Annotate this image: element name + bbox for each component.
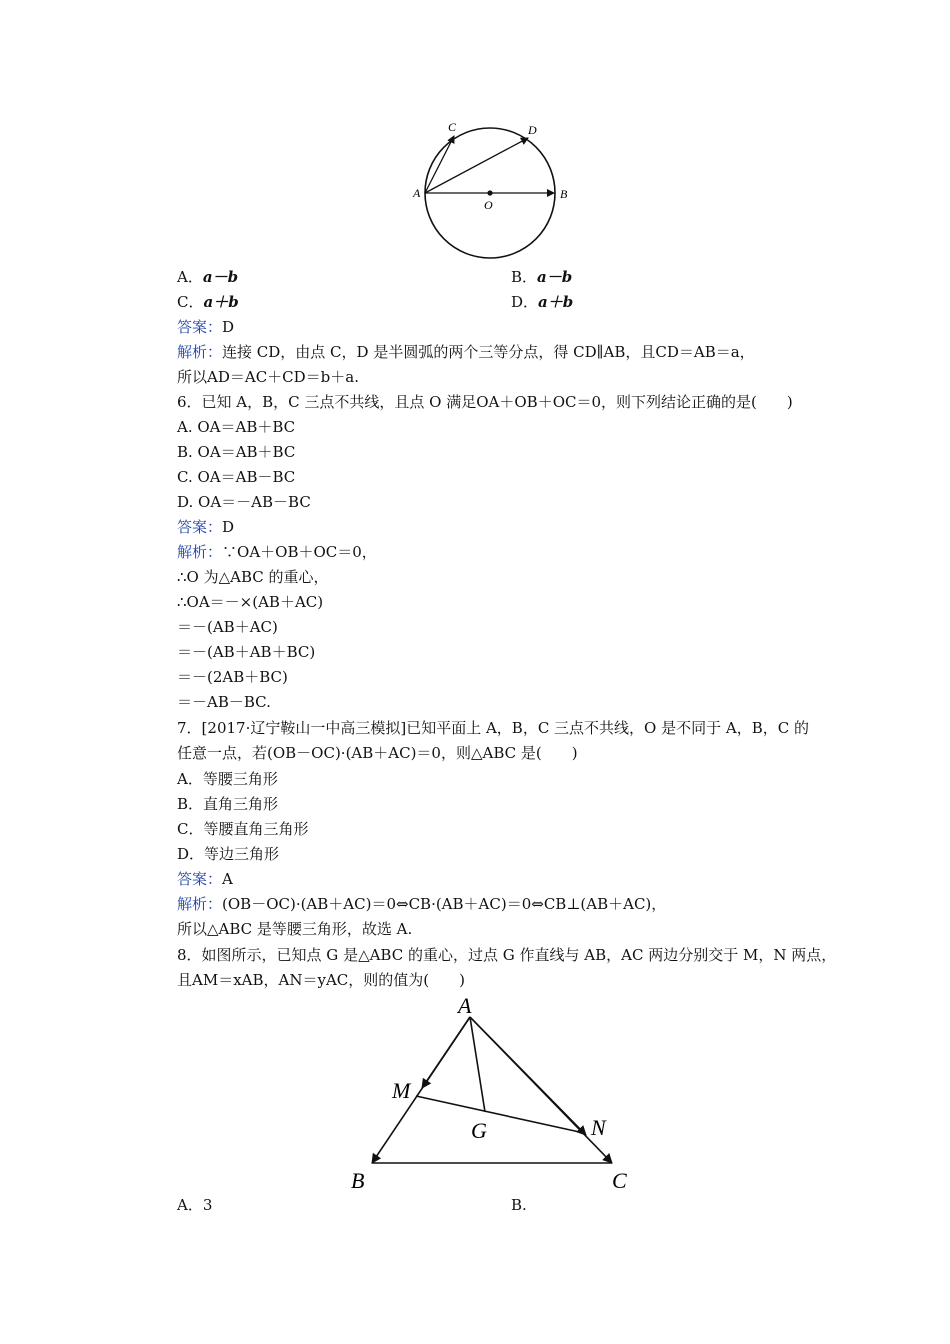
analysis-text: ∵OA＋OB＋OC＝0， (222, 543, 377, 561)
vector-am (422, 1017, 470, 1088)
q7-analysis-line2: 所以△ABC 是等腰三角形，故选 A. (177, 920, 413, 938)
circle-figure (408, 118, 583, 266)
q8-option-b: B. (511, 1196, 527, 1214)
q7-option-b: B．直角三角形 (177, 795, 279, 813)
label-g: G (471, 1118, 487, 1143)
vector-ad (425, 138, 528, 193)
q6-answer (177, 517, 234, 537)
vector-ac (425, 136, 454, 193)
q6-analysis-first (177, 542, 377, 562)
q6-analysis-line: ∴OA＝－×(AB＋AC) (177, 593, 324, 611)
q6-option-b: B. OA＝AB＋BC (177, 443, 296, 461)
q6-analysis-line: ＝－(AB＋AC) (177, 618, 278, 636)
analysis-label: 解析： (177, 543, 223, 561)
analysis-label: 解析： (177, 343, 223, 361)
q8-option-a: A．3 (177, 1196, 213, 1214)
q7-option-a: A．等腰三角形 (177, 770, 278, 788)
q5-option-d (511, 292, 573, 312)
analysis-text: 连接 CD，由点 C，D 是半圆弧的两个三等分点，得 CD∥AB，且CD＝AB＝a， (222, 343, 755, 361)
answer-label: 答案： (177, 870, 223, 888)
label-d: D (528, 123, 537, 137)
option-text: a－b (537, 268, 573, 286)
option-text: a＋b (203, 293, 239, 311)
q6-analysis-line: ＝－(2AB＋BC) (177, 668, 288, 686)
q7-stem-line1: 7．[2017·辽宁鞍山一中高三模拟]已知平面上 A，B，C 三点不共线，O 是不同于 A，B，C 的 (177, 719, 809, 737)
q6-analysis-line: ＝－(AB＋AB＋BC) (177, 643, 316, 661)
label-b: B (560, 187, 568, 201)
option-letter: A． (177, 268, 203, 286)
q5-analysis-line1 (177, 342, 755, 362)
label-c: C (448, 120, 457, 134)
q5-option-a (177, 267, 238, 287)
q6-option-c: C. OA＝AB－BC (177, 468, 296, 486)
q7-stem-line2: 任意一点，若(OB－OC)·(AB＋AC)＝0，则△ABC 是( ) (177, 744, 578, 762)
answer-value: A (222, 870, 233, 888)
label-c: C (612, 1168, 627, 1193)
answer-label: 答案： (177, 518, 223, 536)
q7-option-d: D．等边三角形 (177, 845, 280, 863)
q7-answer (177, 869, 233, 889)
q6-analysis-line: ∴O 为△ABC 的重心， (177, 568, 329, 586)
label-m: M (392, 1078, 411, 1103)
analysis-text: (OB－OC)·(AB＋AC)＝0⇔CB·(AB＋AC)＝0⇔CB⊥(AB＋AC)， (222, 895, 667, 913)
q5-option-c (177, 292, 239, 312)
label-a: A (458, 993, 472, 1018)
center-point (487, 190, 492, 195)
answer-value: D (222, 318, 235, 336)
q6-analysis-line: ＝－AB－BC. (177, 693, 271, 711)
option-text: a＋b (538, 293, 574, 311)
answer-value: D (222, 518, 235, 536)
segment-mn (416, 1096, 584, 1133)
label-o: O (484, 198, 493, 212)
q5-answer (177, 317, 234, 337)
vector-an (470, 1017, 586, 1135)
triangle-figure (348, 993, 638, 1193)
option-text: a－b (202, 268, 239, 286)
q5-analysis-line2: 所以AD＝AC＋CD＝b＋a. (177, 368, 359, 386)
label-a: A (413, 186, 421, 200)
q8-stem-line2: 且AM＝xAB，AN＝yAC，则的值为( ) (177, 971, 465, 989)
q5-option-b (511, 267, 572, 287)
option-letter: B． (511, 268, 538, 286)
analysis-label: 解析： (177, 895, 223, 913)
option-letter: D． (511, 293, 539, 311)
q6-stem: 6．已知 A，B，C 三点不共线，且点 O 满足OA＋OB＋OC＝0，则下列结论正确的是( ) (177, 393, 793, 411)
answer-label: 答案： (177, 318, 223, 336)
q6-option-a: A. OA＝AB＋BC (177, 418, 296, 436)
q8-stem-line1: 8．如图所示，已知点 G 是△ABC 的重心，过点 G 作直线与 AB，AC 两边分别交于 M，N 两点， (177, 946, 837, 964)
q7-analysis-line1 (177, 894, 666, 914)
q6-option-d: D. OA＝－AB－BC (177, 493, 311, 511)
q7-option-c: C．等腰直角三角形 (177, 820, 309, 838)
option-letter: C． (177, 293, 204, 311)
label-b: B (351, 1168, 365, 1193)
label-n: N (591, 1115, 606, 1140)
